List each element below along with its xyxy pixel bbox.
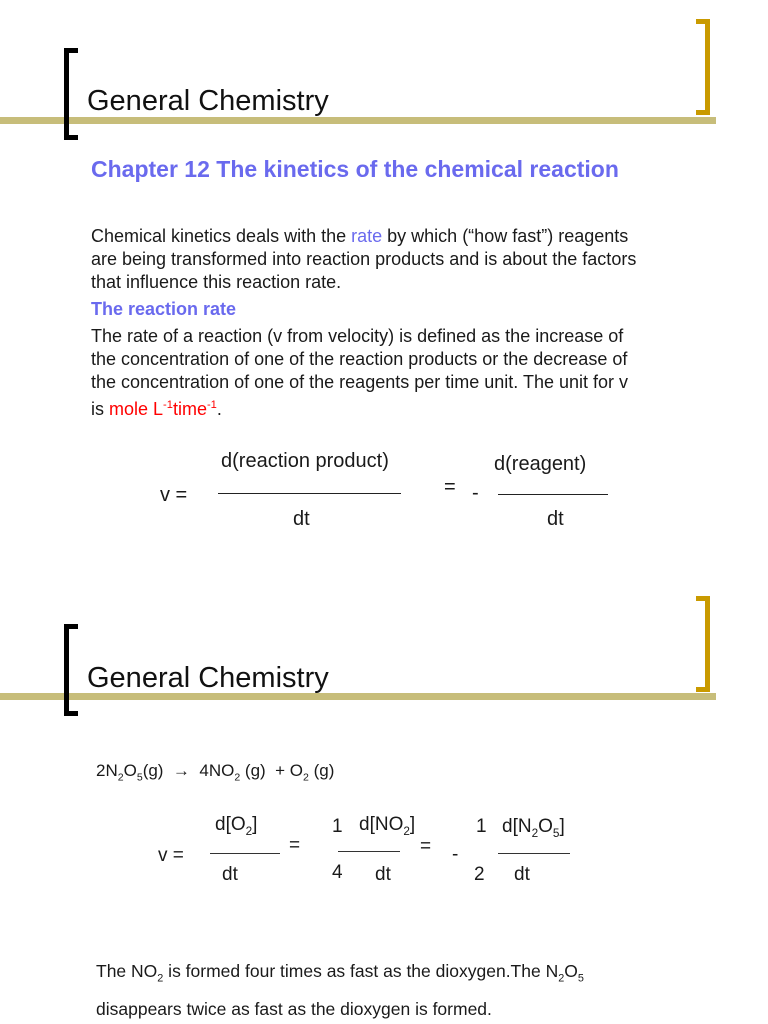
term2-coef-den: 4: [332, 862, 343, 883]
statement-line-2: disappears twice as fast as the dioxygen is formed.: [96, 998, 492, 1019]
chapter-heading: Chapter 12 The kinetics of the chemical reaction: [91, 156, 619, 182]
term1-numerator: $d[O_2]$: [215, 814, 258, 838]
term3-denominator: dt: [514, 864, 530, 885]
fraction-bar-2: [498, 494, 608, 495]
slide-title: General Chemistry: [87, 85, 329, 117]
right-bracket-icon: [696, 596, 710, 692]
right-bracket-icon: [696, 19, 710, 115]
slide-title: General Chemistry: [87, 662, 329, 694]
left-bracket-icon: [64, 48, 78, 140]
denominator-dt-1: dt: [293, 508, 310, 530]
equals-sign-1: =: [289, 835, 301, 856]
term3-fraction-bar: [498, 853, 570, 854]
statement-line-1: The $NO_2$ is formed four times as fast as the dioxygen.The $N_2O_5$: [96, 961, 584, 985]
definition-line-3: the concentration of one of the reagents per time unit. The unit for v: [91, 372, 628, 392]
equals-sign-2: =: [420, 836, 432, 857]
term1-denominator: dt: [222, 864, 238, 885]
reaction-arrow: →: [172, 761, 190, 780]
intro-paragraph: [91, 225, 636, 294]
equation-lhs: v =: [160, 484, 188, 506]
equals-sign: =: [444, 476, 456, 498]
left-bracket-icon: [64, 624, 78, 716]
intro-line-3: that influence this reaction rate.: [91, 272, 342, 292]
intro-line-2: are being transformed into reaction products and is about the factors: [91, 249, 637, 269]
rate-highlight: rate: [351, 226, 383, 246]
rate-statement: [96, 956, 584, 1024]
equation-lhs: v =: [158, 845, 184, 866]
term2-fraction-bar: [338, 851, 400, 852]
term3-numerator: $d[N_2O_5]$: [502, 816, 565, 840]
definition-line-4: is mole $L^{-1}time^{-1}$.: [91, 399, 222, 419]
numerator-reagent: d(reagent): [494, 453, 587, 475]
reaction-rate-heading: The reaction rate: [91, 299, 237, 319]
numerator-product: d(reaction product): [221, 450, 389, 472]
fraction-bar-1: [218, 493, 401, 494]
denominator-dt-2: dt: [547, 508, 564, 530]
definition-line-1: The rate of a reaction (v from velocity) is defined as the increase of: [91, 326, 624, 346]
term2-coef-num: 1: [332, 816, 343, 837]
title-underline-bar: [0, 117, 716, 124]
definition-paragraph: [91, 325, 628, 421]
term3-coef-den: 2: [474, 864, 485, 885]
minus-sign: -: [452, 844, 459, 865]
intro-line-1: Chemical kinetics deals with the rate by which (“how fast”) reagents: [91, 226, 629, 246]
term1-fraction-bar: [210, 853, 280, 854]
rate-unit: mole $L^{-1}time^{-1}$: [109, 399, 217, 419]
definition-line-2: the concentration of one of the reaction products or the decrease of: [91, 349, 628, 369]
term2-denominator: dt: [375, 864, 391, 885]
term2-numerator: $d[NO_2]$: [359, 814, 416, 838]
reaction-equation: $2N_2O_5(g) \to 4NO_2$ $(g) + O_2$ (g): [96, 761, 335, 784]
term3-coef-num: 1: [476, 816, 487, 837]
slide-2: [0, 576, 768, 1024]
minus-sign: -: [472, 482, 479, 504]
